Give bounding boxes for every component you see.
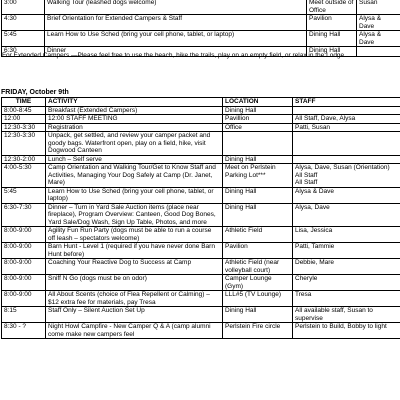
extended-campers-note: For Extended Campers —Please feel free to use the beach, hike the trails, play on an empty field, or relax in the Lodge: [2, 52, 345, 59]
location-cell: Dining Hall: [223, 106, 293, 115]
table-row: [2, 187, 400, 203]
activity-cell: Learn How to Use Sched (bring your cell phone, tablet, or laptop): [45, 31, 307, 47]
time-cell: 8:00-9:00: [2, 259, 46, 275]
activity-cell: Registration: [46, 123, 223, 132]
activity-cell: Learn How to Use Sched (bring your cell phone, tablet, or laptop): [46, 187, 223, 203]
staff-cell: Perlstein to Build, Bobby to light: [293, 323, 400, 339]
staff-cell: Patti, Tammie: [293, 243, 400, 259]
table-row: [2, 0, 400, 15]
location-cell: Dining Hall: [223, 187, 293, 203]
location-cell: Pavillion: [223, 115, 293, 124]
staff-cell: Tresa: [293, 291, 400, 307]
table-row: [2, 243, 400, 259]
time-cell: 8:15: [2, 307, 46, 323]
time-cell: 8:00-8:45: [2, 106, 46, 115]
time-cell: 12:30-2:00: [2, 155, 46, 164]
staff-cell: Alysa & Dave: [357, 15, 400, 31]
activity-cell: Breakfast (Extended Campers): [46, 106, 223, 115]
activity-cell: Camp Orientation and Walking Tour/Get to Know Staff and Activities, Managing Your Dog Safely at Camp (Dr. Janet, Mare): [46, 164, 223, 188]
location-cell: Dining Hall: [307, 31, 357, 47]
staff-cell: [293, 132, 400, 156]
location-cell: Pavilion: [223, 243, 293, 259]
location-cell: Athletic Field: [223, 227, 293, 243]
activity-cell: 12:00 STAFF MEETING: [46, 115, 223, 124]
activity-cell: Walking Tour (leashed dogs welcome): [45, 0, 307, 15]
staff-cell: Lisa, Jessica: [293, 227, 400, 243]
time-cell: 4:30: [2, 15, 45, 31]
staff-cell: Alysa & Dave: [293, 187, 400, 203]
table-row: [2, 132, 400, 156]
staff-cell: Alysa & Dave: [357, 31, 400, 47]
time-cell: 8:00-9:00: [2, 291, 46, 307]
location-cell: Meet outside of Office: [307, 0, 357, 15]
location-cell: Meet on Perlstein Parking Lot***: [223, 164, 293, 188]
location-cell: LLL#5 (TV Lounge): [223, 291, 293, 307]
activity-cell: Staff Only – Silent Auction Set Up: [46, 307, 223, 323]
col-header-staff: STAFF: [293, 98, 400, 107]
activity-cell: Night Howl Campfire - New Camper Q & A (camp alumni come make new campers feel: [46, 323, 223, 339]
staff-cell: Patti, Susan: [293, 123, 400, 132]
staff-cell: [293, 106, 400, 115]
table-row: [2, 259, 400, 275]
staff-cell: Susan: [357, 0, 400, 15]
table-row: [2, 203, 400, 227]
time-cell: 12:30-3:30: [2, 123, 46, 132]
activity-cell: Dinner – Turn in Yard Sale Auction items (place near fireplace), Program Overview: Canteen, Good Dog Bones, Yard Sale/Dog Wash, Sign Up Table, Photos, and more: [46, 203, 223, 227]
time-cell: 12:30-3:30: [2, 132, 46, 156]
activity-cell: All About Scents (choice of Flea Repellent or Calming) –$12 extra fee for materials, pay Tresa: [46, 291, 223, 307]
time-cell: 5:45: [2, 31, 45, 47]
time-cell: 6:30: [2, 47, 45, 57]
col-header-activity: ACTIVITY: [46, 98, 223, 107]
time-cell: 8:00-9:00: [2, 243, 46, 259]
col-header-location: LOCATION: [223, 98, 293, 107]
table-row: [2, 123, 400, 132]
location-cell: Dining Hall: [223, 155, 293, 164]
time-cell: 8:30 - ?: [2, 323, 46, 339]
location-cell: Athletic Field (near volleyball court): [223, 259, 293, 275]
staff-cell: Alysa, Dave: [293, 203, 400, 227]
staff-cell: Cheryle: [293, 275, 400, 291]
staff-cell: [293, 155, 400, 164]
friday-header-row: [2, 98, 400, 107]
location-cell: Dining Hall: [223, 307, 293, 323]
friday-heading: FRIDAY, October 9th: [1, 89, 69, 96]
activity-cell: Lunch – Self serve: [46, 155, 223, 164]
table-row: [2, 291, 400, 307]
location-cell: [223, 132, 293, 156]
location-cell: Camper Lounge (Gym): [223, 275, 293, 291]
time-cell: 8:00-9:00: [2, 275, 46, 291]
table-row: [2, 31, 400, 47]
friday-schedule-table: [1, 97, 400, 339]
col-header-time: TIME: [2, 98, 46, 107]
table-row: [2, 106, 400, 115]
table-row: [2, 323, 400, 339]
time-cell: 4:00-5:30: [2, 164, 46, 188]
time-cell: 8:00-9:00: [2, 227, 46, 243]
time-cell: 12:00: [2, 115, 46, 124]
activity-cell: Coaching Your Reactive Dog to Success at Camp: [46, 259, 223, 275]
staff-cell: All Staff, Dave, Alysa: [293, 115, 400, 124]
activity-cell: Dinner: [45, 47, 307, 57]
table-row: [2, 164, 400, 188]
table-row: [2, 115, 400, 124]
activity-cell: Agility Fun Run Party (dogs must be able to run a course off leash – spectators welcome): [46, 227, 223, 243]
table-row: [2, 275, 400, 291]
location-cell: Dining Hall: [223, 203, 293, 227]
table-row: [2, 155, 400, 164]
staff-cell: All available staff, Susan to supervise: [293, 307, 400, 323]
activity-cell: Unpack, get settled, and review your camper packet and goody bags. Waterfront open, play on a field, hike, visit Dogwood Canteen: [46, 132, 223, 156]
location-cell: Office: [223, 123, 293, 132]
staff-cell: Alysa, Dave, Susan (Orientation) All Staff All Staff: [293, 164, 400, 188]
activity-cell: Sniff N Go (dogs must be on odor): [46, 275, 223, 291]
time-cell: 3:00: [2, 0, 45, 15]
location-cell: Perlstein Fire circle: [223, 323, 293, 339]
table-row: [2, 227, 400, 243]
staff-cell: Debbie, Mare: [293, 259, 400, 275]
table-row: [2, 15, 400, 31]
time-cell: 5:45: [2, 187, 46, 203]
location-cell: Dining Hall: [307, 47, 357, 57]
time-cell: 6:30-7:30: [2, 203, 46, 227]
activity-cell: Brief Orientation for Extended Campers & Staff: [45, 15, 307, 31]
thursday-schedule-table: [1, 0, 400, 57]
table-row: [2, 307, 400, 323]
location-cell: Pavilion: [307, 15, 357, 31]
activity-cell: Barn Hunt - Level 1 (required if you have never done Barn Hunt before): [46, 243, 223, 259]
